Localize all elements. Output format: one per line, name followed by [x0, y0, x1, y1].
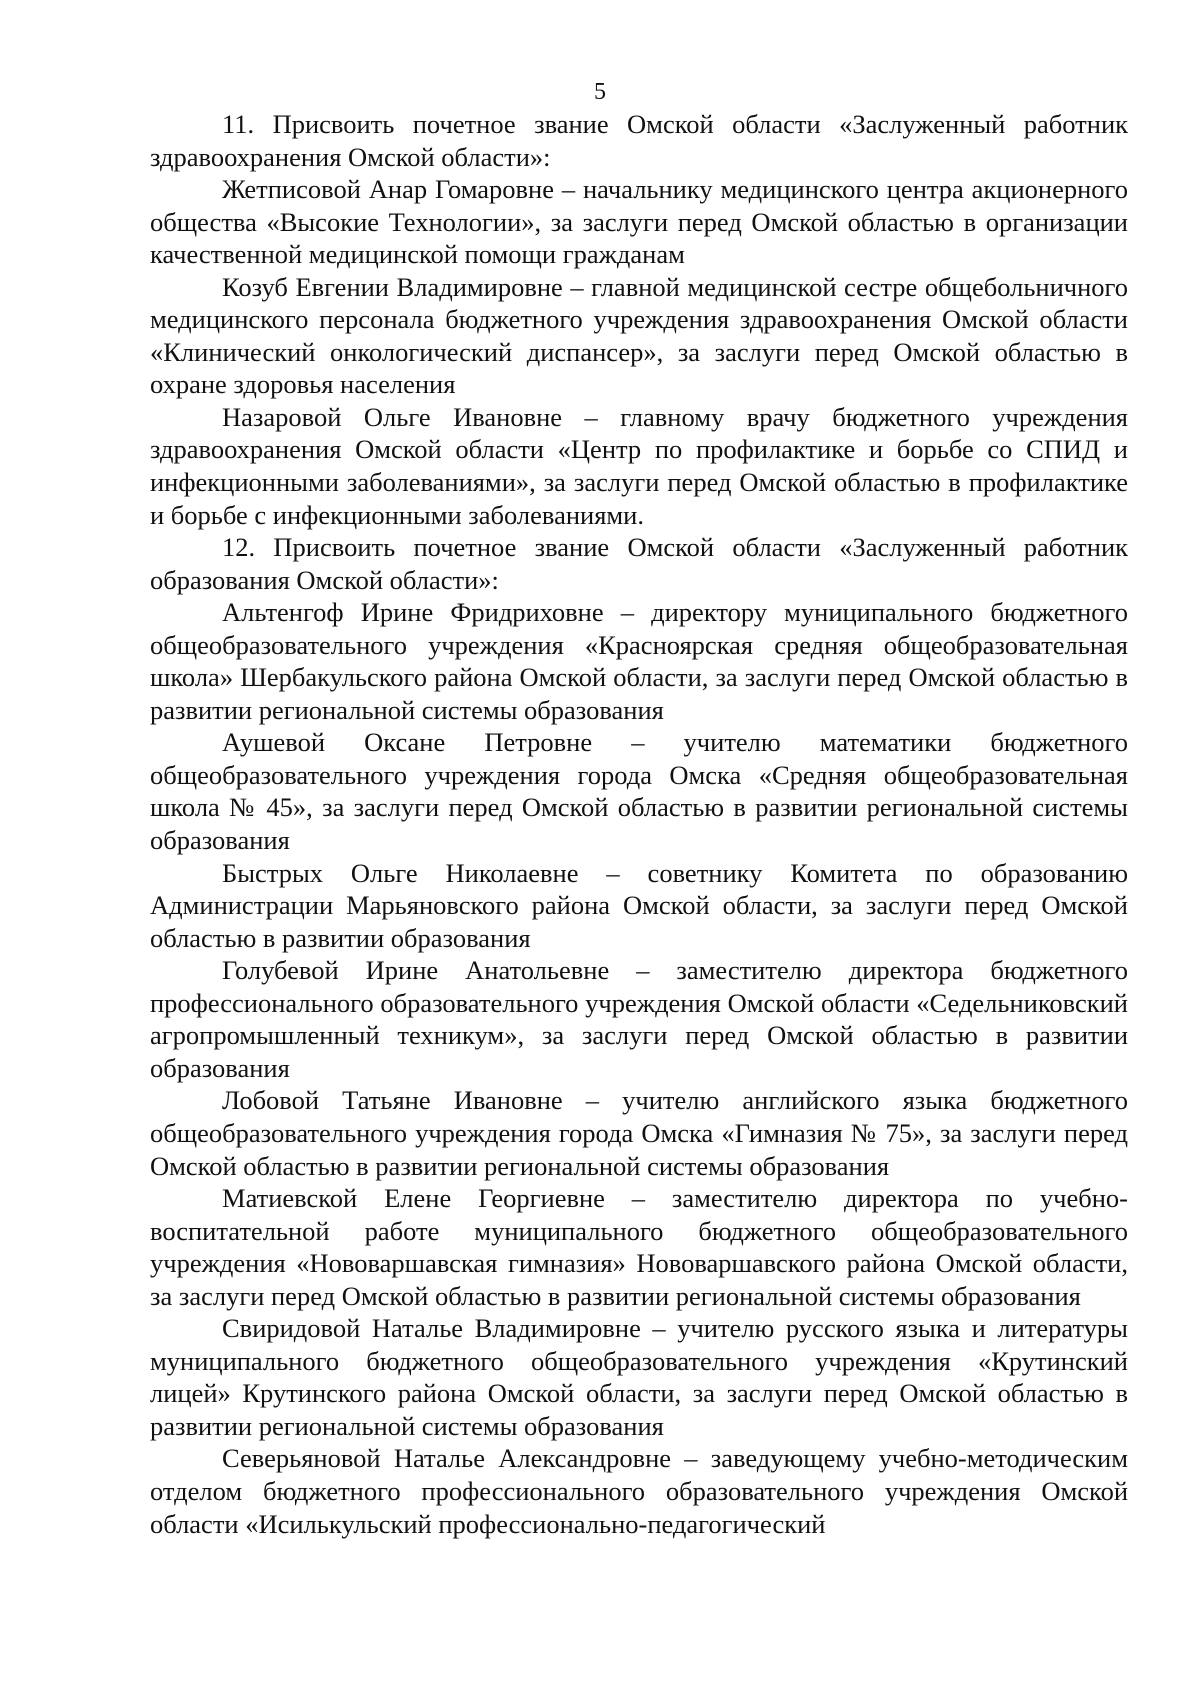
paragraph-award-ausheva: Аушевой Оксане Петровне – учителю математики бюджетного общеобразовательного учреждения города Омска «Средняя общеобразовательная школа № 45», за заслуги перед Омской областью в развитии региональной системы образования: [150, 727, 1128, 856]
paragraph-award-kozub: Козуб Евгении Владимировне – главной медицинской сестре общебольничного медицинского персонала бюджетного учреждения здравоохранения Омской области «Клинический онкологический диспансер», за заслуги перед Омской областью в охране здоровья населения: [150, 271, 1128, 400]
paragraph-award-matievskaya: Матиевской Елене Георгиевне – заместителю директора по учебно-воспитательной работе муниципального бюджетного общеобразовательного учреждения «Нововаршавская гимназия» Нововаршавского района Омской области, за заслуги перед Омской областью в развитии региональной системы образования: [150, 1183, 1128, 1311]
page-number: 5: [594, 79, 606, 105]
paragraph-award-bystrykh: Быстрых Ольге Николаевне – советнику Комитета по образованию Администрации Марьяновского района Омской области, за заслуги перед Омской областью в развитии образования: [150, 857, 1128, 953]
paragraph-award-severyanova: Северьяновой Наталье Александровне – заведующему учебно-методическим отделом бюджетного профессионального образовательного учреждения Омской области «Исилькульский профессионально-педагогический: [150, 1443, 1128, 1539]
paragraph-award-zhetpisova: Жетписовой Анар Гомаровне – начальнику медицинского центра акционерного общества «Высокие Технологии», за заслуги перед Омской областью в организации качественной медицинской помощи гражданам: [150, 174, 1128, 270]
paragraph-award-sviridova: Свиридовой Наталье Владимировне – учителю русского языка и литературы муниципального бюджетного общеобразовательного учреждения «Крутинский лицей» Крутинского района Омской области, за заслуги перед Омской областью в развитии региональной системы образования: [150, 1313, 1128, 1441]
paragraph-award-lobova: Лобовой Татьяне Ивановне – учителю английского языка бюджетного общеобразовательного учреждения города Омска «Гимназия № 75», за заслуги перед Омской областью в развитии региональной системы образования: [150, 1085, 1128, 1181]
paragraph-award-nazarova: Назаровой Ольге Ивановне – главному врачу бюджетного учреждения здравоохранения Омской области «Центр по профилактике и борьбе со СПИД и инфекционными заболеваниями», за заслуги перед Омской областью в профилактике и борьбе с инфекционными заболеваниями.: [150, 401, 1128, 530]
document-body: [150, 108, 1128, 1540]
paragraph-award-altengof: Альтенгоф Ирине Фридриховне – директору муниципального бюджетного общеобразовательного учреждения «Красноярская средняя общеобразовательная школа» Шербакульского района Омской области, за заслуги перед Омской областью в развитии региональной системы образования: [150, 597, 1128, 725]
paragraph-award-section-12: 12. Присвоить почетное звание Омской области «Заслуженный работник образования Омской области»:: [150, 532, 1128, 595]
paragraph-award-golubeva: Голубевой Ирине Анатольевне – заместителю директора бюджетного профессионального образовательного учреждения Омской области «Седельниковский агропромышленный техникум», за заслуги перед Омской областью в развитии образования: [150, 955, 1128, 1083]
paragraph-award-section-11: 11. Присвоить почетное звание Омской области «Заслуженный работник здравоохранения Омской области»:: [150, 109, 1128, 172]
